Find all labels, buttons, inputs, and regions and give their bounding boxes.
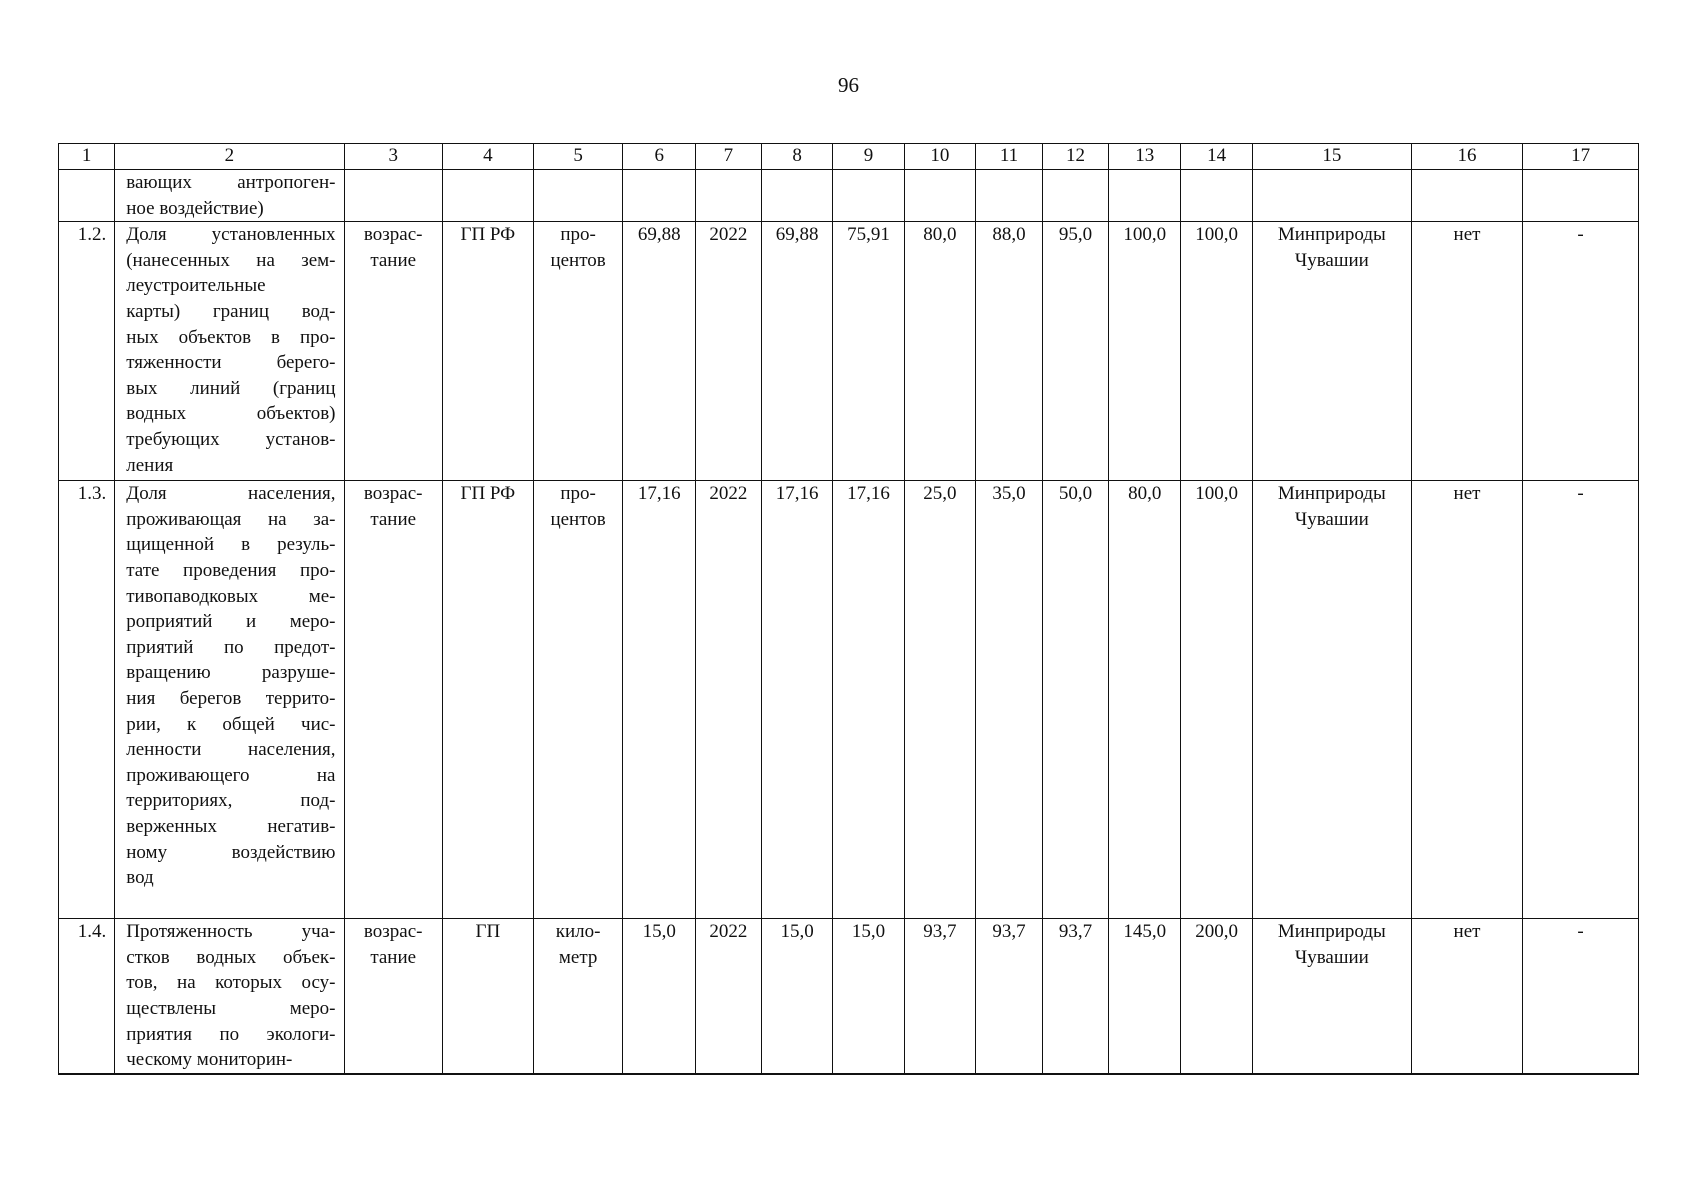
description-line: ное воздействие) xyxy=(126,197,264,219)
row-number: 1.4. xyxy=(59,919,115,1075)
value-col-14: 100,0 xyxy=(1181,222,1252,481)
indicator-description xyxy=(115,481,344,919)
unit-of-measure xyxy=(533,170,623,222)
column-header-6: 6 xyxy=(623,144,695,170)
column-header-16: 16 xyxy=(1411,144,1522,170)
trend-line: тание xyxy=(370,249,417,271)
value-col-12: 95,0 xyxy=(1043,222,1109,481)
trend-line: возрас- xyxy=(363,483,423,505)
responsible-executor xyxy=(1252,919,1411,1075)
note-value: - xyxy=(1523,919,1639,1075)
value-col-10 xyxy=(904,170,975,222)
indicator-description xyxy=(115,170,344,222)
description-line: роприятий и меро- xyxy=(126,611,336,633)
value-col-12: 50,0 xyxy=(1043,481,1109,919)
flag-value: нет xyxy=(1411,222,1522,481)
value-col-14 xyxy=(1181,170,1252,222)
value-col-11 xyxy=(976,170,1043,222)
description-line: ческому мониторин- xyxy=(126,1049,293,1071)
value-col-9: 17,16 xyxy=(833,481,904,919)
value-col-6: 69,88 xyxy=(623,222,695,481)
responsible-executor xyxy=(1252,170,1411,222)
description-line: Доля населения, xyxy=(126,483,336,505)
description-line: вращению разруше- xyxy=(126,662,336,684)
indicators-table xyxy=(58,143,1639,1075)
table-row xyxy=(59,919,1639,1075)
row-number xyxy=(59,170,115,222)
responsible-line: Чувашии xyxy=(1294,946,1369,968)
unit-line: про- xyxy=(560,483,596,505)
table-row xyxy=(59,222,1639,481)
indicator-description xyxy=(115,222,344,481)
flag-value xyxy=(1411,170,1522,222)
column-header-15: 15 xyxy=(1252,144,1411,170)
value-col-6: 15,0 xyxy=(623,919,695,1075)
value-col-10: 80,0 xyxy=(904,222,975,481)
table-header-row xyxy=(59,144,1639,170)
description-line: стков водных объек- xyxy=(126,946,336,968)
responsible-executor xyxy=(1252,481,1411,919)
value-col-10: 25,0 xyxy=(904,481,975,919)
unit-line: центов xyxy=(550,508,606,530)
trend-direction xyxy=(344,481,442,919)
description-line: ленности населения, xyxy=(126,739,336,761)
description-line: ления xyxy=(126,454,174,476)
flag-value: нет xyxy=(1411,919,1522,1075)
column-header-7: 7 xyxy=(695,144,761,170)
description-line: приятий по предот- xyxy=(126,636,336,658)
responsible-executor xyxy=(1252,222,1411,481)
responsible-line: Минприроды xyxy=(1277,224,1386,246)
description-line: тате проведения про- xyxy=(126,559,336,581)
column-header-17: 17 xyxy=(1523,144,1639,170)
description-line: водных объектов) xyxy=(126,403,336,425)
description-line: ния берегов террито- xyxy=(126,687,336,709)
note-value: - xyxy=(1523,481,1639,919)
column-header-8: 8 xyxy=(761,144,832,170)
value-col-9 xyxy=(833,170,904,222)
description-line: ных объектов в про- xyxy=(126,326,336,348)
description-line: приятия по экологи- xyxy=(126,1023,336,1045)
description-line: территориях, под- xyxy=(126,790,336,812)
value-col-14: 100,0 xyxy=(1181,481,1252,919)
column-header-1: 1 xyxy=(59,144,115,170)
value-col-13: 100,0 xyxy=(1109,222,1181,481)
value-col-6 xyxy=(623,170,695,222)
indicator-description xyxy=(115,919,344,1075)
value-col-6: 17,16 xyxy=(623,481,695,919)
unit-line: кило- xyxy=(555,921,601,943)
responsible-line: Чувашии xyxy=(1294,508,1369,530)
basis: ГП РФ xyxy=(442,481,533,919)
description-line: тяженности берего- xyxy=(126,352,336,374)
value-col-7: 2022 xyxy=(695,919,761,1075)
value-col-13 xyxy=(1109,170,1181,222)
value-col-8: 17,16 xyxy=(761,481,832,919)
unit-line: метр xyxy=(558,946,598,968)
column-header-4: 4 xyxy=(442,144,533,170)
value-col-7: 2022 xyxy=(695,481,761,919)
column-header-11: 11 xyxy=(976,144,1043,170)
table-row xyxy=(59,481,1639,919)
value-col-7 xyxy=(695,170,761,222)
trend-line: возрас- xyxy=(363,921,423,943)
description-line: вод xyxy=(126,867,154,889)
value-col-9: 75,91 xyxy=(833,222,904,481)
description-line: ному воздействию xyxy=(126,841,336,863)
unit-of-measure xyxy=(533,481,623,919)
column-header-10: 10 xyxy=(904,144,975,170)
value-col-7: 2022 xyxy=(695,222,761,481)
description-line: проживающая на за- xyxy=(126,508,336,530)
basis: ГП РФ xyxy=(442,222,533,481)
description-line: тивопаводковых ме- xyxy=(126,585,336,607)
description-line: проживающего на xyxy=(126,764,336,786)
description-line: карты) границ вод- xyxy=(126,300,336,322)
unit-line: про- xyxy=(560,224,596,246)
description-line: (нанесенных на зем- xyxy=(126,249,336,271)
trend-direction xyxy=(344,222,442,481)
value-col-10: 93,7 xyxy=(904,919,975,1075)
description-line: тов, на которых осу- xyxy=(126,972,336,994)
value-col-9: 15,0 xyxy=(833,919,904,1075)
description-line: вающих антропоген- xyxy=(126,172,336,193)
value-col-8 xyxy=(761,170,832,222)
value-col-8: 15,0 xyxy=(761,919,832,1075)
description-line: верженных негатив- xyxy=(126,815,336,837)
value-col-12 xyxy=(1043,170,1109,222)
value-col-8: 69,88 xyxy=(761,222,832,481)
column-header-5: 5 xyxy=(533,144,623,170)
unit-line: центов xyxy=(550,249,606,271)
description-line: рии, к общей чис- xyxy=(126,713,336,735)
description-line: ществлены меро- xyxy=(126,997,336,1019)
row-number: 1.2. xyxy=(59,222,115,481)
value-col-12: 93,7 xyxy=(1043,919,1109,1075)
trend-line: тание xyxy=(370,946,417,968)
column-header-3: 3 xyxy=(344,144,442,170)
value-col-13: 80,0 xyxy=(1109,481,1181,919)
unit-of-measure xyxy=(533,919,623,1075)
description-line: Протяженность уча- xyxy=(126,921,336,943)
unit-of-measure xyxy=(533,222,623,481)
description-line: требующих установ- xyxy=(126,428,336,450)
column-header-13: 13 xyxy=(1109,144,1181,170)
value-col-11: 93,7 xyxy=(976,919,1043,1075)
column-header-12: 12 xyxy=(1043,144,1109,170)
trend-line: возрас- xyxy=(363,224,423,246)
description-line: леустроительные xyxy=(126,275,266,297)
basis xyxy=(442,170,533,222)
value-col-14: 200,0 xyxy=(1181,919,1252,1075)
value-col-11: 35,0 xyxy=(976,481,1043,919)
trend-direction xyxy=(344,919,442,1075)
column-header-2: 2 xyxy=(115,144,344,170)
basis: ГП xyxy=(442,919,533,1075)
responsible-line: Минприроды xyxy=(1277,483,1386,505)
column-header-9: 9 xyxy=(833,144,904,170)
row-number: 1.3. xyxy=(59,481,115,919)
note-value xyxy=(1523,170,1639,222)
value-col-11: 88,0 xyxy=(976,222,1043,481)
value-col-13: 145,0 xyxy=(1109,919,1181,1075)
responsible-line: Чувашии xyxy=(1294,249,1369,271)
column-header-14: 14 xyxy=(1181,144,1252,170)
description-line: щищенной в резуль- xyxy=(126,534,336,556)
table-row xyxy=(59,170,1639,222)
page-number: 96 xyxy=(838,73,859,97)
trend-line: тание xyxy=(370,508,417,530)
description-line: вых линий (границ xyxy=(126,377,336,399)
description-line: Доля установленных xyxy=(126,224,336,246)
responsible-line: Минприроды xyxy=(1277,921,1386,943)
note-value: - xyxy=(1523,222,1639,481)
flag-value: нет xyxy=(1411,481,1522,919)
trend-direction xyxy=(344,170,442,222)
